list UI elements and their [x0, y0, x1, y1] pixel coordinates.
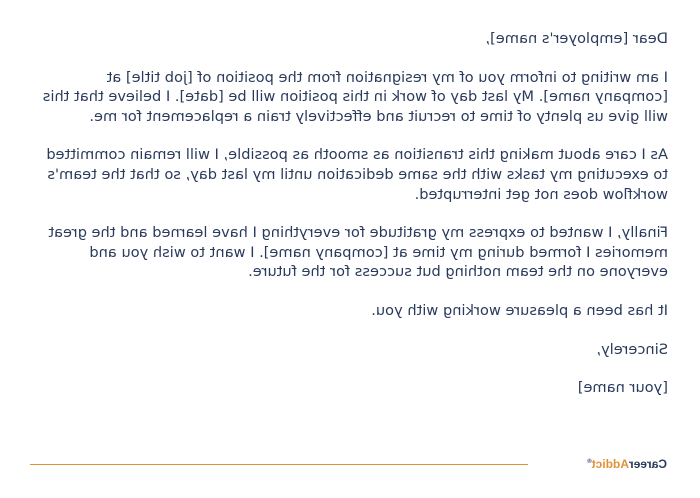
careeraddict-logo: CareerAddict® — [587, 457, 667, 471]
signature-placeholder: [your name] — [577, 379, 668, 397]
salutation: Dear [employer's name], — [485, 30, 668, 47]
footer-divider — [30, 464, 528, 465]
letter-body — [32, 29, 668, 417]
paragraph-gratitude: Finally, I wanted to express my gratitude for everything I have learned and the great memories I formed during my time at [company name]. I want to wish you and everyone on the team nothing but success for the future. — [48, 224, 668, 281]
paragraph-pleasure: It has been a pleasure working with you. — [371, 301, 668, 319]
paragraph-resignation: I am writing to inform you of my resignation from the position of [job title] at [company name]. My last day of work in this position will be [date]. I believe that this will give us plenty of time to recruit and effectively train a replacement for me. — [42, 68, 668, 125]
paragraph-transition: As I care about making this transition as smooth as possible, I will remain committed to executing my tasks with the same dedication until my last day, so that the team's workflow does not get interrupted. — [46, 146, 668, 203]
closing: Sincerely, — [596, 340, 668, 358]
